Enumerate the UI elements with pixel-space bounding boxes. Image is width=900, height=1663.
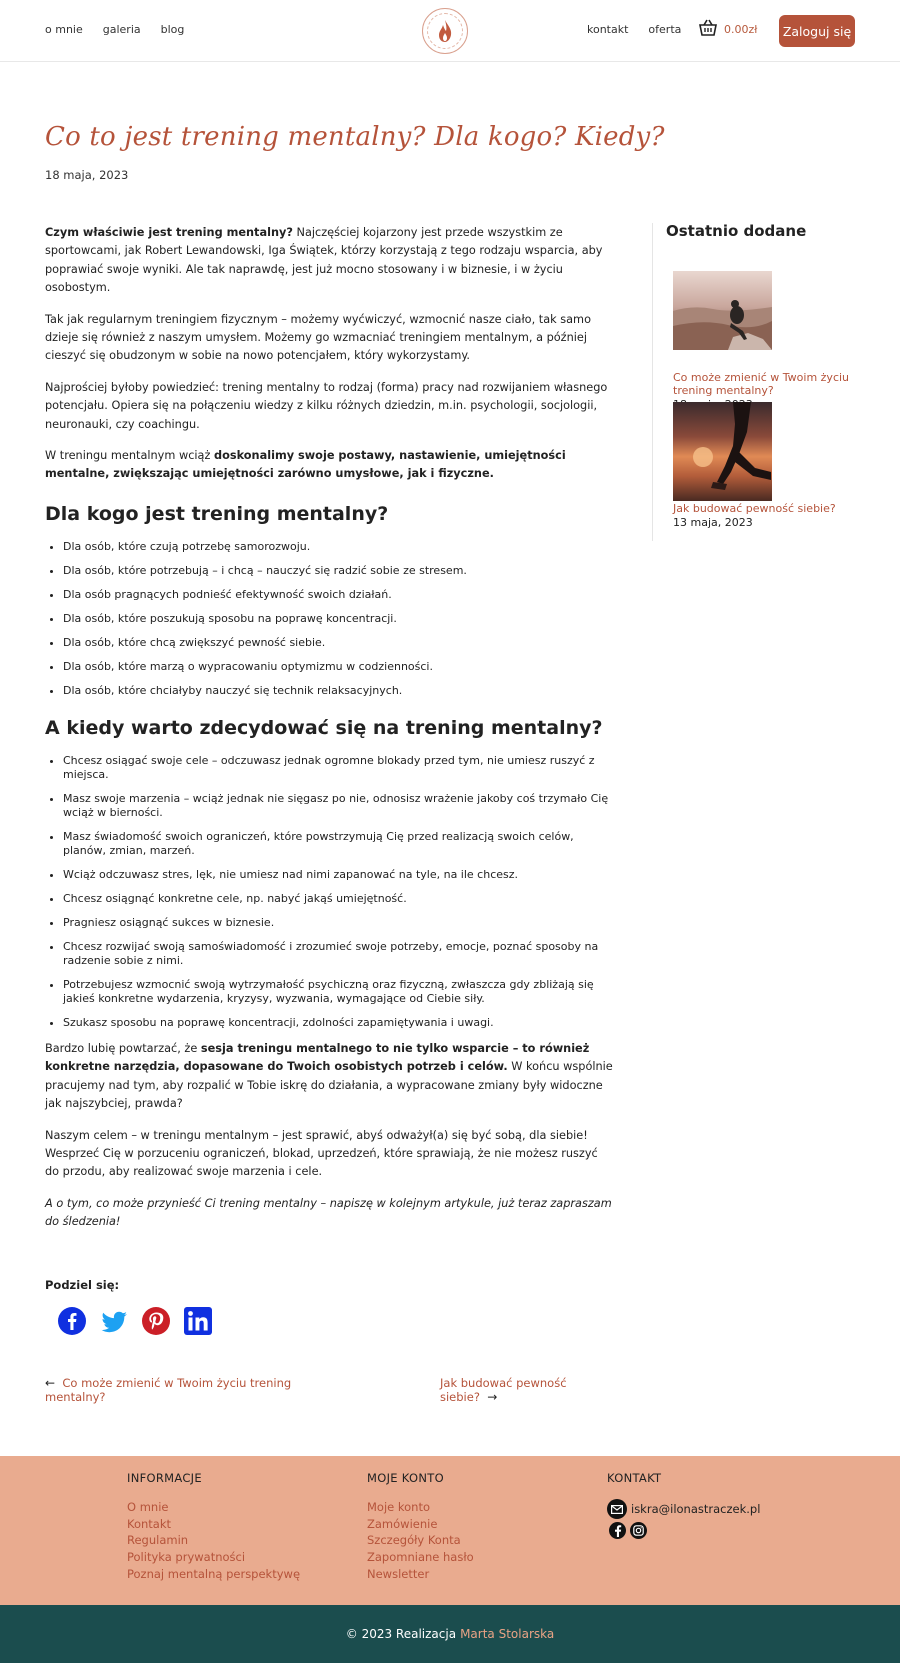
- recent-post-date: 13 maja, 2023: [673, 516, 753, 529]
- footer-link-lost-password[interactable]: Zapomniane hasło: [367, 1550, 474, 1565]
- previous-post-title: Co może zmienić w Twoim życiu trening mentalny?: [45, 1376, 292, 1404]
- list-item: • Dla osób, które chcą zwiększyć pewność siebie.: [63, 636, 615, 650]
- post-content: [45, 224, 615, 1245]
- footer-email-link[interactable]: [607, 1499, 760, 1519]
- footer-link-newsletter[interactable]: Newsletter: [367, 1566, 430, 1581]
- when-list: [45, 754, 615, 1030]
- footer-link-kontakt[interactable]: Kontakt: [127, 1516, 172, 1531]
- text: W treningu mentalnym wciąż: [45, 449, 214, 463]
- previous-post-link[interactable]: [45, 1376, 315, 1404]
- section-heading: A kiedy warto zdecydować się na trening mentalny?: [45, 716, 603, 739]
- copyright-bar: [0, 1605, 900, 1663]
- envelope-icon: [607, 1499, 627, 1519]
- paragraph: Naszym celem – w treningu mentalnym – jest sprawić, abyś odważył(a) się być sobą, dla siebie! Wesprzeć Cię w porzuceniu ograniczeń, blokad, uprzedzeń, które sprawiają, że nie możesz ruszyć do przodu, aby realizować swoje marzenia i cele.: [45, 1128, 598, 1179]
- footer-heading: MOJE KONTO: [367, 1471, 444, 1485]
- cart-amount: 0.00zł: [724, 23, 758, 36]
- paragraph-italic: A o tym, co może przynieść Ci trening mentalny – napiszę w kolejnym artykule, już teraz zapraszam do śledzenia!: [45, 1196, 612, 1229]
- flame-logo-icon: [427, 13, 463, 49]
- arrow-left-icon: ←: [45, 1376, 56, 1390]
- footer-link-my-account[interactable]: Moje konto: [367, 1500, 431, 1514]
- main-nav-left: [45, 23, 184, 36]
- footer-link-o-mnie[interactable]: O mnie: [127, 1500, 169, 1514]
- paragraph: [45, 447, 615, 484]
- list-item: • Dla osób, które poszukują sposobu na poprawę koncentracji.: [63, 612, 615, 626]
- arrow-right-icon: →: [487, 1390, 498, 1404]
- facebook-share-icon[interactable]: [57, 1306, 87, 1336]
- next-post-link[interactable]: [440, 1376, 600, 1404]
- main-nav-right: [587, 23, 681, 36]
- list-item: • Dla osób, które marzą o wypracowaniu optymizmu w codzienności.: [63, 660, 615, 674]
- recent-post-card[interactable]: [673, 271, 873, 411]
- site-footer: [0, 1456, 900, 1605]
- list-item: • Potrzebujesz wzmocnić swoją wytrzymałość psychiczną oraz fizyczną, zwłaszcza gdy zbliżają się jakieś konkretne wydarzenia, kryzysy, wyzwania, wymagające od Ciebie siły.: [63, 978, 615, 1006]
- footer-link-privacy[interactable]: Polityka prywatności: [127, 1550, 246, 1565]
- nav-blog[interactable]: blog: [160, 23, 185, 36]
- nav-kontakt[interactable]: kontakt: [587, 23, 629, 36]
- footer-link-perspective[interactable]: Poznaj mentalną perspektywę: [127, 1566, 301, 1581]
- list-item: • Pragniesz osiągnąć sukces w biznesie.: [63, 916, 615, 930]
- footer-column-account: [367, 1471, 474, 1583]
- list-item: • Chcesz osiągać swoje cele – odczuwasz jednak ogromne blokady przed tym, nie umiesz ruszyć z miejsca.: [63, 754, 615, 782]
- footer-link-orders[interactable]: Zamówienie: [367, 1516, 438, 1531]
- paragraph: Tak jak regularnym treningiem fizycznym – możemy wyćwiczyć, wzmocnić nasze ciało, tak samo dzieje się również z naszym umysłem. Możemy go wzmacniać treningiem mentalnym, a później cieszyć się obudzonym w sobie na nowo potencjałem, który wykorzystamy.: [45, 312, 591, 363]
- cart-link[interactable]: [698, 19, 757, 40]
- sidebar-divider: [652, 223, 653, 541]
- share-buttons: [57, 1306, 213, 1336]
- list-item: • Masz swoje marzenia – wciąż jednak nie sięgasz po nie, odnosisz wrażenie jakoby coś trzymało Cię wciąż w bierności.: [63, 792, 615, 820]
- list-item: • Dla osób, które czują potrzebę samorozwoju.: [63, 540, 615, 554]
- footer-heading: KONTAKT: [607, 1471, 662, 1485]
- bold-text: sesja treningu mentalnego to nie tylko wsparcie – to również konkretne narzędzia, dopasowane do Twoich osobistych potrzeb i celów.: [45, 1041, 590, 1074]
- facebook-icon[interactable]: [609, 1522, 626, 1539]
- footer-column-contact: [607, 1471, 760, 1539]
- paragraph: [45, 1040, 615, 1114]
- recent-post-thumbnail: [673, 271, 772, 370]
- recent-post-thumbnail: [673, 402, 772, 501]
- recent-post-title[interactable]: Co może zmienić w Twoim życiu trening mentalny?: [673, 371, 850, 397]
- page-title: Co to jest trening mentalny? Dla kogo? Kiedy?: [45, 122, 665, 152]
- bold-text: Czym właściwie jest trening mentalny?: [45, 226, 293, 239]
- list-item: • Szukasz sposobu na poprawę koncentracji, zdolności zapamiętywania i uwagi.: [63, 1016, 615, 1030]
- recent-post-card[interactable]: [673, 402, 873, 529]
- text: Bardzo lubię powtarzać, że: [45, 1041, 201, 1055]
- section-heading: Dla kogo jest trening mentalny?: [45, 502, 389, 525]
- nav-galeria[interactable]: galeria: [102, 23, 141, 36]
- paragraph: Najprościej byłoby powiedzieć: trening mentalny to rodzaj (forma) pracy nad rozwijaniem własnego potencjału. Opiera się na połączeniu wiedzy z kilku różnych dziedzin, m.in. psychologii, socjologii, neuronauki, czy coachingu.: [45, 380, 608, 431]
- list-item: • Chcesz osiągnąć konkretne cele, np. nabyć jakąś umiejętność.: [63, 892, 615, 906]
- list-item: • Wciąż odczuwasz stres, lęk, nie umiesz nad nimi zapanować na tyle, na ile chcesz.: [63, 868, 615, 882]
- footer-heading: INFORMACJE: [127, 1471, 202, 1485]
- footer-social: [609, 1522, 760, 1539]
- footer-link-regulamin[interactable]: Regulamin: [127, 1533, 189, 1548]
- bold-text: doskonalimy swoje postawy, nastawienie, umiejętności mentalne, zwiększając umiejętności zarówno umysłowe, jak i fizyczne.: [45, 449, 566, 481]
- nav-oferta[interactable]: oferta: [648, 23, 682, 36]
- footer-column-info: [127, 1471, 300, 1583]
- next-post-title: Jak budować pewność siebie?: [440, 1376, 567, 1404]
- list-item: • Dla osób, które potrzebują – i chcą – nauczyć się radzić sobie ze stresem.: [63, 564, 615, 578]
- instagram-icon[interactable]: [630, 1522, 647, 1539]
- twitter-share-icon[interactable]: [99, 1306, 129, 1336]
- pinterest-share-icon[interactable]: [141, 1306, 171, 1336]
- recent-post-title[interactable]: Jak budować pewność siebie?: [673, 502, 836, 515]
- nav-o-mnie[interactable]: o mnie: [45, 23, 83, 36]
- linkedin-share-icon[interactable]: [183, 1306, 213, 1336]
- list-item: • Dla osób, które chciałyby nauczyć się technik relaksacyjnych.: [63, 684, 615, 698]
- text: W końcu wspólnie pracujemy nad tym, aby rozpalić w Tobie iskrę do działania, a wypracowane zmiany były widoczne jak najszybciej, prawda?: [45, 1060, 613, 1111]
- copyright-text: © 2023 Realizacja: [345, 1627, 457, 1641]
- sidebar-title: Ostatnio dodane: [666, 222, 807, 240]
- paragraph: [45, 224, 615, 298]
- basket-icon: [698, 19, 718, 40]
- share-label: Podziel się:: [45, 1278, 120, 1292]
- site-logo[interactable]: [422, 8, 468, 54]
- list-item: • Dla osób pragnących podnieść efektywność swoich działań.: [63, 588, 615, 602]
- list-item: • Masz świadomość swoich ograniczeń, które powstrzymują Cię przed realizacją swoich celów, planów, zmian, marzeń.: [63, 830, 615, 858]
- footer-link-account-details[interactable]: Szczegóły Konta: [367, 1533, 461, 1548]
- author-link[interactable]: Marta Stolarska: [460, 1627, 555, 1641]
- footer-email: iskra@ilonastraczek.pl: [631, 1502, 761, 1516]
- audience-list: [45, 540, 615, 698]
- site-header: [0, 0, 900, 62]
- text: Najczęściej kojarzony jest przede wszystkim ze sportowcami, jak Robert Lewandowski, Iga Świątek, którzy korzystają z tego rodzaju wsparcia, aby poprawiać swoje wyniki. Ale tak naprawdę, jest już mocno stosowany i w biznesie, i w życiu osobostym.: [45, 226, 603, 295]
- login-button[interactable]: Zaloguj się: [779, 15, 855, 47]
- list-item: • Chcesz rozwijać swoją samoświadomość i zrozumieć swoje potrzeby, emocje, poznać sposoby na radzenie sobie z nimi.: [63, 940, 615, 968]
- post-date: 18 maja, 2023: [45, 168, 129, 182]
